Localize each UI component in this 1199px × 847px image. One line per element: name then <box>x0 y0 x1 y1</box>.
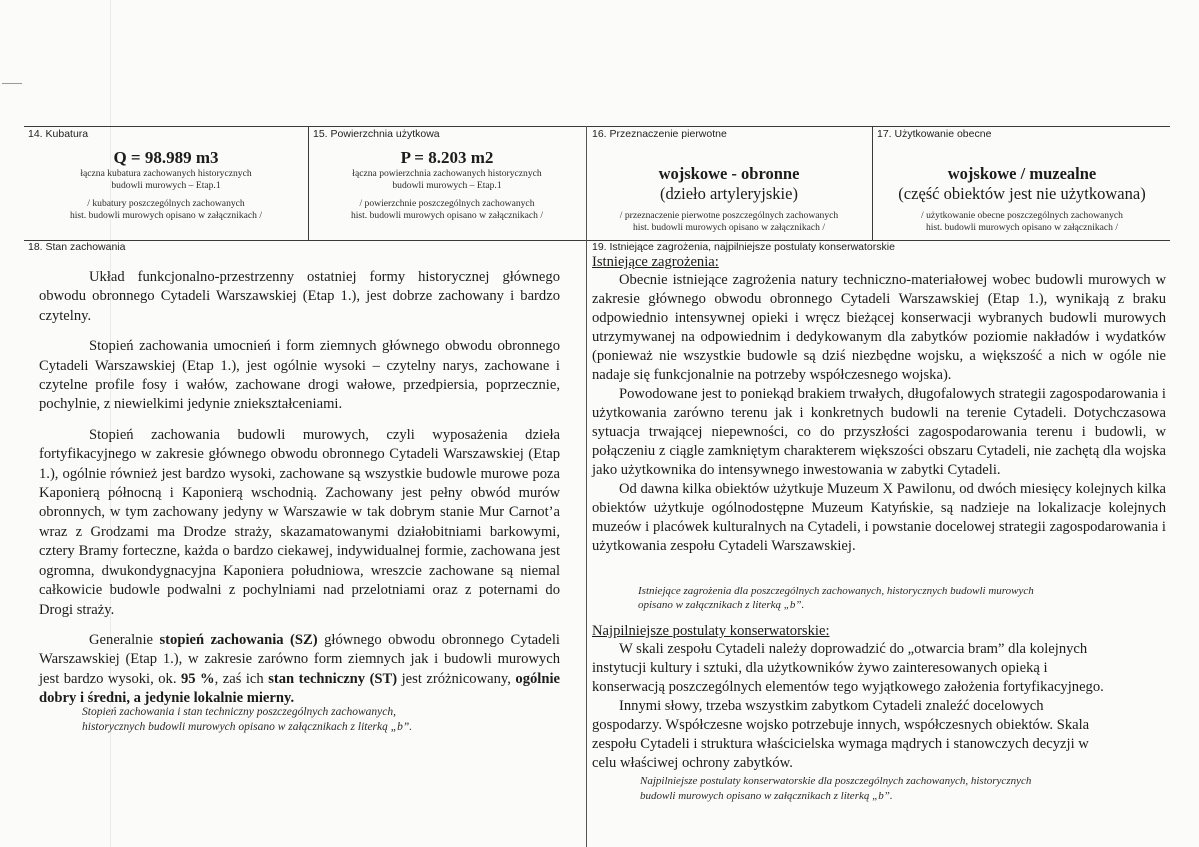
powierzchnia-cell <box>308 148 586 221</box>
przeznaczenie-note-1: / przeznaczenie pierwotne poszczególnych zachowanych <box>619 210 839 221</box>
uzytkowanie-cell <box>872 164 1172 233</box>
stan-paragraph-4 <box>39 631 560 709</box>
stan-p4-text: głównego obwodu obronnego Cytadeli Warszawskiej (Etap 1.), w zakresie zarówno form ziemnych jak i budowli murowych jest bardzo wysoki, ok. <box>39 631 560 687</box>
zagrozenia-heading: Istniejące zagrożenia: <box>592 254 719 270</box>
zagrozenia-section <box>592 271 1166 556</box>
zagrozenia-paragraph-3: Od dawna kilka obiektów użytkuje Muzeum X Pawilonu, od dwóch miesięcy kolejnych kilka obiektów użytkuje ogólnodostępne Muzeum Katyńskie, są nadzieje na lokalizacje kolejnych muzeów i placówek kulturalnych na Cytadeli, i powstanie docelowej strategii zagospodarowania i użytkowania zespołu Cytadeli Warszawskiej. <box>592 481 1166 554</box>
stan-note <box>82 705 412 735</box>
stan-note-line-2: historycznych budowli murowych opisano w załącznikach z literką „b”. <box>82 721 413 733</box>
uzytkowanie-note-2: hist. budowli murowych opisano w załącznikach / <box>925 221 1119 233</box>
postulaty-p1-line-1: W skali zespołu Cytadeli należy doprowadzić do „otwarcia bram” dla kolejnych <box>619 641 1088 657</box>
kubatura-cell <box>24 148 308 221</box>
stan-paragraph-3: Stopień zachowania budowli murowych, czyli wyposażenia dzieła fortyfikacyjnego w zakresie głównego obwodu obronnego Cytadeli Warszawskiej (Etap 1.), ogólnie również jest bardzo wysoki, zachowane są wszystkie budowle murowe poza Kaponierą północną i Kaponierą wschodnią. Zachowany jest pełny obwód murów obronnych, w tym zachowany jedyny w Warszawie w tak dobrym stanie Mur Carnot’a wraz z Grodzami ma Drodze straży, skazamatowanymi działobitniami barkowymi, cztery Bramy forteczne, każda o bardzo ciekawej, indywidualnej formie, zachowana jest ogromna, dwukondygnacyjna Kaponiera południowa, wreszcie zachowane są niemal całkowicie budowle podwalni z pochylniami nad przelotniami oraz z poternami do Drogi straży. <box>39 426 560 618</box>
postulaty-p2-line-1: Innymi słowy, trzeba wszystkim zabytkom Cytadeli znaleźć docelowych <box>619 698 1044 714</box>
uzytkowanie-value-2: (część obiektów jest nie użytkowana) <box>898 184 1146 203</box>
powierzchnia-desc-2: budowli murowych – Etap.1 <box>392 179 502 191</box>
scan-mark <box>2 83 22 84</box>
zagrozenia-paragraph-2: Powodowane jest to poniekąd brakiem trwałych, długofalowych strategii zagospodarowania i użytkowania zarówno terenu jak i konkretnych budowli na terenie Cytadeli. Dotychczasowa sytuacja trwającej niepewności, co do przyszłości zagospodarowania terenu i budowli, w połączeniu z ciągle zamkniętym charakterem większości obszaru Cytadeli, nie zachętą dla wojska jako użytkownika do intensywnego inwestowania w zabytki Cytadeli. <box>592 386 1166 478</box>
przeznaczenie-value: wojskowe - obronne <box>658 164 800 183</box>
przeznaczenie-label: 16. Przeznaczenie pierwotne <box>592 128 727 140</box>
przeznaczenie-cell <box>586 164 872 233</box>
postulaty-p2-line-3: zespołu Cytadeli i struktura właścicielska wymaga mądrych i stanowczych decyzji w <box>592 736 1089 752</box>
uzytkowanie-value: wojskowe / muzealne <box>947 164 1097 183</box>
postulaty-note-line-1: Najpilniejsze postulaty konserwatorskie dla poszczególnych zachowanych, historycznych <box>640 775 1032 787</box>
stan-p4-bold-summary: ogólnie dobry i średni, a jedynie lokalnie mierny. <box>39 670 560 707</box>
uzytkowanie-note-1: / użytkowanie obecne poszczególnych zachowanych <box>921 210 1123 221</box>
postulaty-p2-line-4: celu właściwej ochrony zabytków. <box>592 755 793 771</box>
stan-p4-text: Generalnie <box>89 631 160 648</box>
powierzchnia-note-2: hist. budowli murowych opisano w załącznikach / <box>350 209 544 221</box>
zagrozenia-label: 19. Istniejące zagrożenia, najpilniejsze postulaty konserwatorskie <box>592 241 895 253</box>
stan-p4-bold-st: stan techniczny (ST) <box>268 670 398 687</box>
powierzchnia-desc-1: łączna powierzchnia zachowanych historycznych <box>352 168 542 179</box>
stan-section <box>39 268 560 709</box>
kubatura-desc-1: łączna kubatura zachowanych historycznych <box>80 168 252 179</box>
postulaty-p2-line-2: gospodarzy. Współczesne wojsko potrzebuje innych, współczesnych obiektów. Skala <box>592 717 1090 733</box>
zagrozenia-note-line-2: opisano w załącznikach z literką „b”. <box>638 599 805 611</box>
powierzchnia-note-1: / powierzchnie poszczególnych zachowanych <box>359 198 535 209</box>
postulaty-note <box>640 774 1031 804</box>
stan-p4-bold-sz: stopień zachowania (SZ) <box>159 631 318 648</box>
stan-label: 18. Stan zachowania <box>28 241 126 253</box>
zagrozenia-note <box>638 584 1034 612</box>
zagrozenia-paragraph-1: Obecnie istniejące zagrożenia natury techniczno-materiałowej wobec budowli murowych w zakresie głównego obwodu obronnego Cytadeli Warszawskiej (Etap 1.), wynikają z braku odpowiednio intensywnej opieki i wręcz bieżącej konserwacji wybranych budowli murowych utrzymywanej na odpowiednim i dedykowanym dla zabytków poziomie nakładów i wydatków (ponieważ nie wszystkie budowle są dziś niezbędne wojsku, a większość a nich w ogóle nie nadaje się funkcjonalnie na potrzeby współczesnego wojska). <box>592 272 1166 383</box>
stan-paragraph-1: Układ funkcjonalno-przestrzenny ostatniej formy historycznej głównego obwodu obronnego Cytadeli Warszawskiej (Etap 1.), jest dobrze zachowany i bardzo czytelny. <box>39 269 560 324</box>
stan-p4-text: jest zróżnicowany, <box>397 670 516 687</box>
stan-note-line-1: Stopień zachowania i stan techniczny poszczególnych zachowanych, <box>82 706 396 718</box>
uzytkowanie-label: 17. Użytkowanie obecne <box>877 128 992 140</box>
zagrozenia-note-line-1: Istniejące zagrożenia dla poszczególnych zachowanych, historycznych budowli murowych <box>638 585 1034 597</box>
column-divider <box>586 126 587 847</box>
kubatura-value: Q = 98.989 m3 <box>113 148 219 167</box>
postulaty-section <box>592 640 1104 773</box>
kubatura-note-1: / kubatury poszczególnych zachowanych <box>87 198 245 209</box>
kubatura-desc-2: budowli murowych – Etap.1 <box>111 179 221 191</box>
postulaty-p1-line-3: konserwacją poszczególnych elementów tego wyjątkowego założenia fortyfikacyjnego. <box>592 679 1104 695</box>
table-top-border <box>24 126 1170 127</box>
przeznaczenie-note-2: hist. budowli murowych opisano w załącznikach / <box>632 221 826 233</box>
stan-paragraph-2: Stopień zachowania umocnień i form ziemnych głównego obwodu obronnego Cytadeli Warszawskiej (Etap 1.), jest ogólnie wysoki – czytelny narys, zachowane i czytelne profile fosy i wałów, zachowane drogi wałowe, przedpiersia, poprzecznie, pochylnie, z niewielkimi jedynie zniekształceniami. <box>39 338 560 413</box>
postulaty-note-line-2: budowli murowych opisano w załącznikach z literką „b”. <box>640 790 893 802</box>
powierzchnia-label: 15. Powierzchnia użytkowa <box>313 128 440 140</box>
kubatura-note-2: hist. budowli murowych opisano w załącznikach / <box>69 209 263 221</box>
postulaty-p1-line-2: instytucji kultury i sztuki, dla użytkowników żywo zainteresowanych opieką i <box>592 660 1048 676</box>
kubatura-label: 14. Kubatura <box>28 128 89 140</box>
postulaty-heading: Najpilniejsze postulaty konserwatorskie: <box>592 623 830 639</box>
powierzchnia-value: P = 8.203 m2 <box>400 148 494 167</box>
stan-p4-bold-percent: 95 % <box>180 670 215 687</box>
przeznaczenie-value-2: (dzieło artyleryjskie) <box>660 184 798 203</box>
stan-p4-text: , zaś ich <box>214 670 269 687</box>
